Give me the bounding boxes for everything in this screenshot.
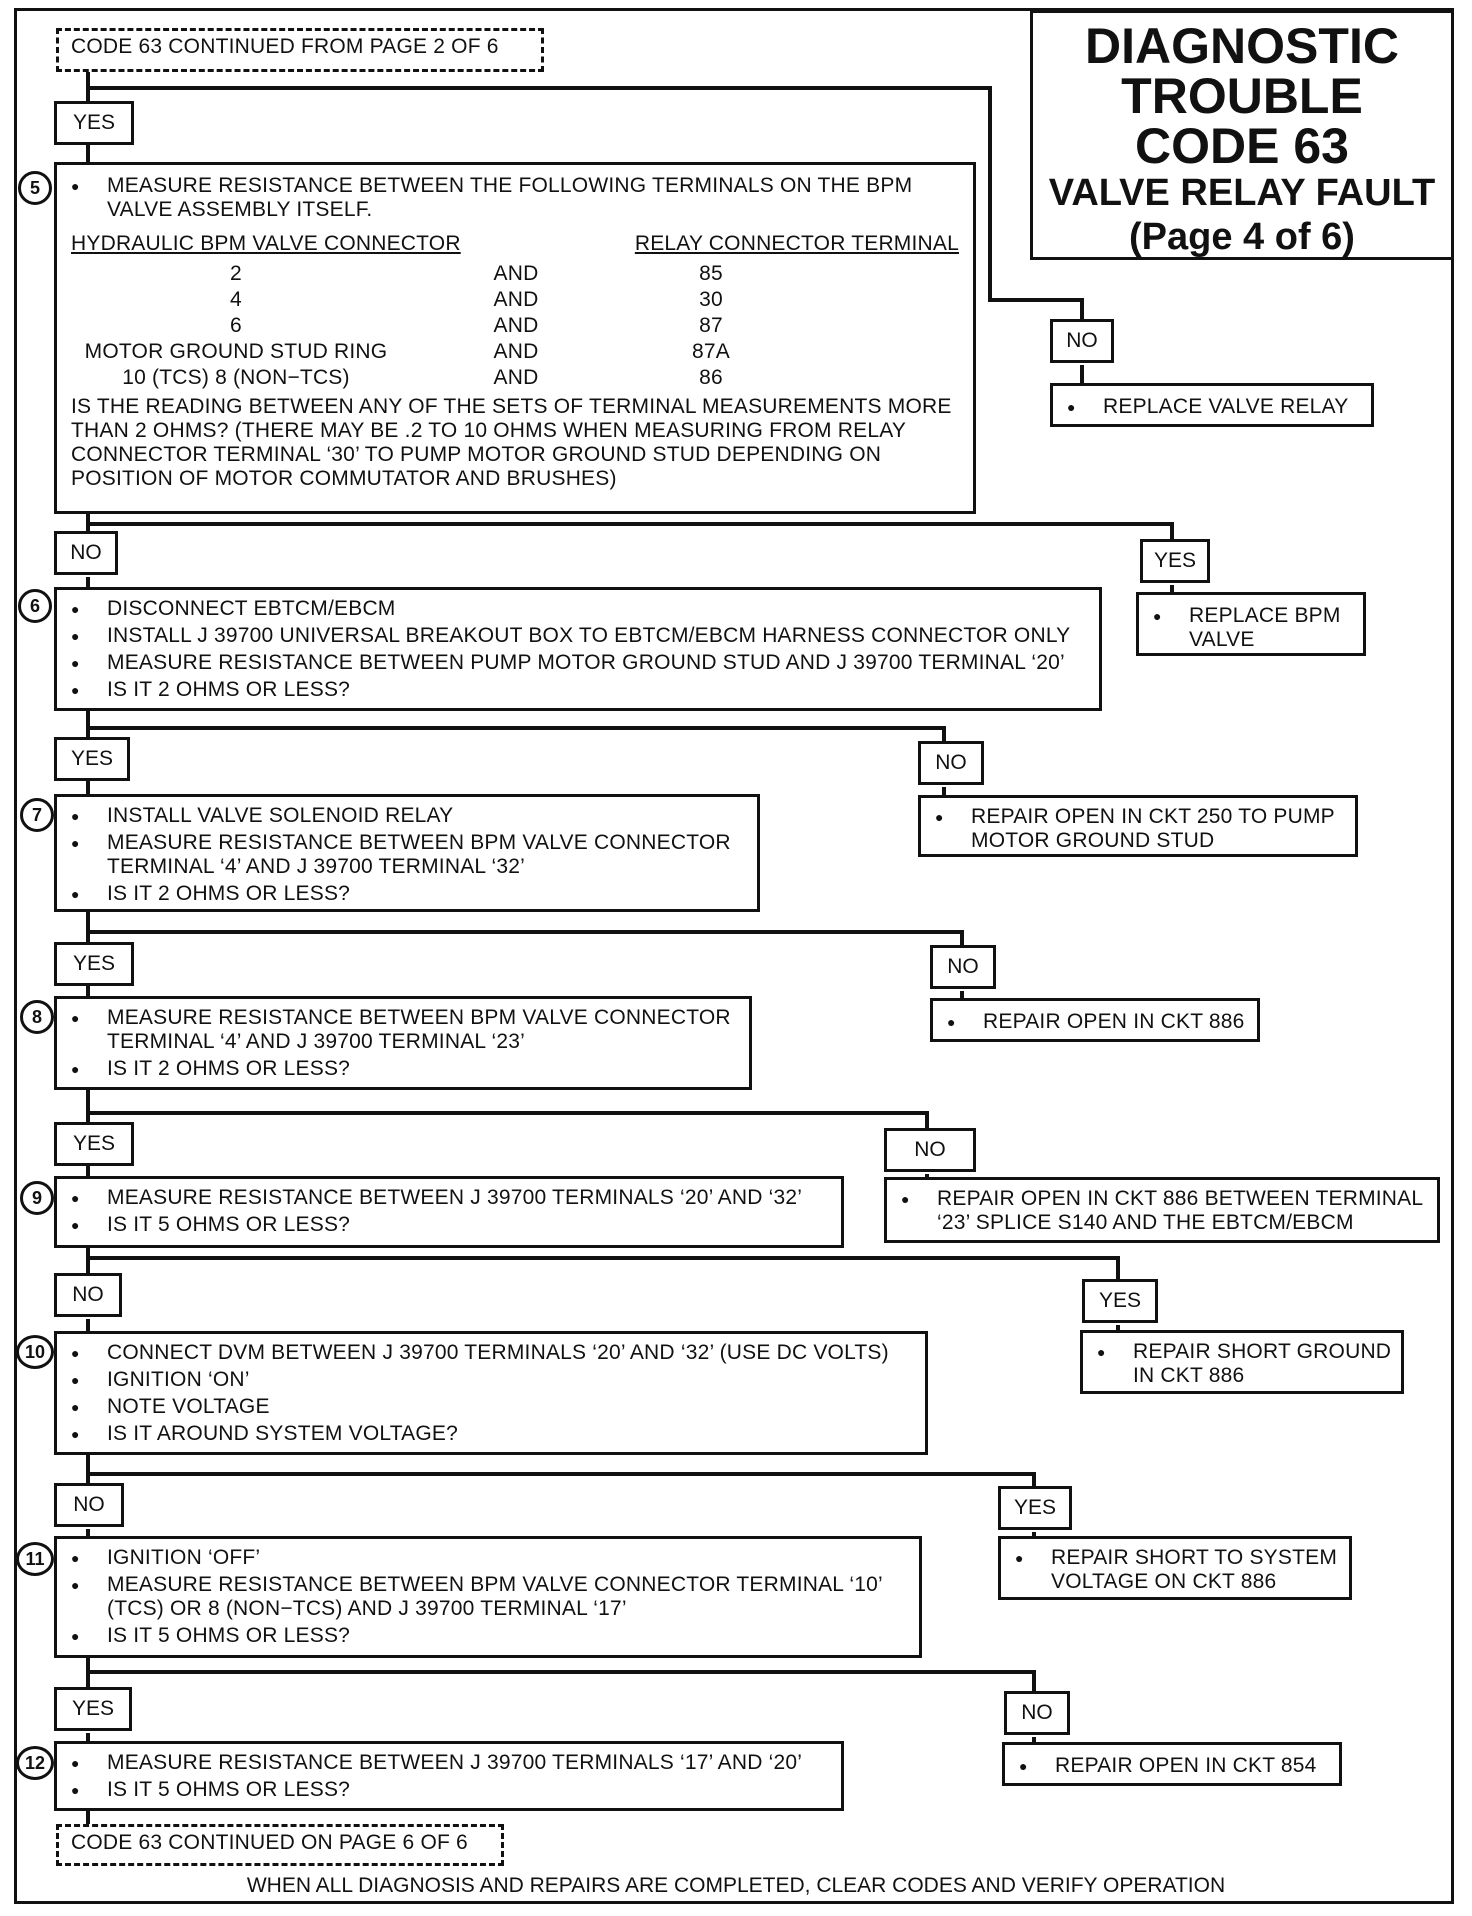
no-label-step5-down: NO [54,531,118,575]
step-5-question: IS THE READING BETWEEN ANY OF THE SETS OF TERMINAL MEASUREMENTS MORE THAN 2 OHMS? (THERE MAY BE .2 TO 10 OHMS WHEN MEASURING FROM RELAY CONNECTOR TERMINAL ‘30’ TO PUMP MOTOR GROUND STUD DEPENDING ON POSITION OF MOTOR COMMUTATOR AND BRUSHES) [71,395,952,490]
result-short-ground: ● REPAIR SHORT GROUND IN CKT 886 [1080,1330,1404,1394]
col-header-relay: RELAY CONNECTOR TERMINAL [634,232,959,255]
step-9-item: ● MEASURE RESISTANCE BETWEEN J 39700 TERMINALS ‘20’ AND ‘32’ [71,1186,833,1210]
step-12-item: ● MEASURE RESISTANCE BETWEEN J 39700 TERMINALS ‘17’ AND ‘20’ [71,1751,833,1775]
step-11-item: ● MEASURE RESISTANCE BETWEEN BPM VALVE CONNECTOR TERMINAL ‘10’ (TCS) OR 8 (NON−TCS) AND J 39700 TERMINAL ‘17’ [71,1573,911,1621]
step-7-item: ● IS IT 2 OHMS OR LESS? [71,882,749,906]
step-11-item: ● IS IT 5 OHMS OR LESS? [71,1624,911,1648]
step-7-item: ● INSTALL VALVE SOLENOID RELAY [71,804,749,828]
step-10-item: ● CONNECT DVM BETWEEN J 39700 TERMINALS ‘20’ AND ‘32’ (USE DC VOLTS) [71,1341,917,1365]
terminal-table [71,231,959,257]
table-row: 4 AND 30 [230,288,723,311]
yes-label-step6: YES [54,737,130,781]
continued-on-text: CODE 63 CONTINUED ON PAGE 6 OF 6 [71,1831,468,1854]
step-8-item: ● MEASURE RESISTANCE BETWEEN BPM VALVE CONNECTOR TERMINAL ‘4’ AND J 39700 TERMINAL ‘23’ [71,1006,741,1054]
title-line-2: TROUBLE [1121,68,1363,124]
no-label-step6: NO [918,741,984,785]
step-number-9: 9 [20,1181,54,1215]
no-label-step10: NO [54,1483,124,1527]
step-7-box [54,794,760,912]
result-replace-relay: ● REPLACE VALVE RELAY [1050,383,1374,427]
title-line-1: DIAGNOSTIC [1085,18,1399,74]
step-6-box [54,587,1102,711]
step-6-item: ● INSTALL J 39700 UNIVERSAL BREAKOUT BOX TO EBTCM/EBCM HARNESS CONNECTOR ONLY [71,624,1091,648]
no-label-step7: NO [930,945,996,989]
step-number-8: 8 [20,1000,54,1034]
terminal-rows [71,261,959,391]
step-10-item: ● IS IT AROUND SYSTEM VOLTAGE? [71,1422,917,1446]
yes-label-step5: YES [1140,539,1210,583]
step-12-box [54,1741,844,1811]
footer-note: WHEN ALL DIAGNOSIS AND REPAIRS ARE COMPLETED, CLEAR CODES AND VERIFY OPERATION [246,1874,1226,1897]
yes-label-step11: YES [54,1687,132,1731]
step-8-box [54,996,752,1090]
step-10-item: ● IGNITION ‘ON’ [71,1368,917,1392]
no-label-step11: NO [1004,1691,1070,1735]
no-label-step9: NO [54,1273,122,1317]
col-header-bpm: HYDRAULIC BPM VALVE CONNECTOR [71,232,461,255]
step-number-5: 5 [18,171,52,205]
title-box [1030,10,1454,260]
result-ckt854: ● REPAIR OPEN IN CKT 854 [1002,1742,1342,1786]
step-8-item: ● IS IT 2 OHMS OR LESS? [71,1057,741,1081]
result-ckt886: ● REPAIR OPEN IN CKT 886 [930,998,1260,1042]
yes-label-start: YES [54,101,134,145]
table-row: 6 AND 87 [230,314,723,337]
step-5-instruction: ● MEASURE RESISTANCE BETWEEN THE FOLLOWING TERMINALS ON THE BPM VALVE ASSEMBLY ITSELF. [71,174,965,222]
step-6-item: ● DISCONNECT EBTCM/EBCM [71,597,1091,621]
step-number-6: 6 [18,589,52,623]
step-6-item: ● IS IT 2 OHMS OR LESS? [71,678,1091,702]
step-5-box [54,162,976,514]
step-11-box [54,1536,922,1658]
result-ckt886-splice: ● REPAIR OPEN IN CKT 886 BETWEEN TERMINAL ‘23’ SPLICE S140 AND THE EBTCM/EBCM [884,1177,1440,1243]
table-row: MOTOR GROUND STUD RING AND 87A [84,340,730,363]
table-row: 10 (TCS) 8 (NON−TCS) AND 86 [122,366,723,389]
yes-label-step8: YES [54,1122,134,1166]
step-10-item: ● NOTE VOLTAGE [71,1395,917,1419]
continued-from-box [56,28,544,72]
yes-label-step9: YES [1082,1279,1158,1323]
step-9-box [54,1176,844,1248]
yes-label-step10: YES [998,1486,1072,1530]
continued-on-box [56,1824,504,1866]
continued-from-text: CODE 63 CONTINUED FROM PAGE 2 OF 6 [71,35,499,58]
title-line-4: VALVE RELAY FAULT [1048,172,1436,214]
step-11-item: ● IGNITION ‘OFF’ [71,1546,911,1570]
title-line-5: (Page 4 of 6) [1129,216,1355,258]
step-number-11: 11 [16,1542,54,1576]
table-row: 2 AND 85 [230,262,723,285]
step-6-item: ● MEASURE RESISTANCE BETWEEN PUMP MOTOR GROUND STUD AND J 39700 TERMINAL ‘20’ [71,651,1091,675]
result-short-system: ● REPAIR SHORT TO SYSTEM VOLTAGE ON CKT 886 [998,1536,1352,1600]
step-12-item: ● IS IT 5 OHMS OR LESS? [71,1778,833,1802]
result-ckt250: ● REPAIR OPEN IN CKT 250 TO PUMP MOTOR GROUND STUD [918,795,1358,857]
step-number-12: 12 [16,1746,54,1780]
no-label-step5: NO [1050,319,1114,363]
step-number-7: 7 [20,798,54,832]
step-10-box [54,1331,928,1455]
step-number-10: 10 [16,1335,54,1369]
result-replace-bpm: ● REPLACE BPM VALVE [1136,592,1366,656]
title-line-3: CODE 63 [1135,118,1349,174]
yes-label-step7: YES [54,942,134,986]
no-label-step8: NO [884,1128,976,1172]
step-7-item: ● MEASURE RESISTANCE BETWEEN BPM VALVE CONNECTOR TERMINAL ‘4’ AND J 39700 TERMINAL ‘32’ [71,831,749,879]
step-9-item: ● IS IT 5 OHMS OR LESS? [71,1213,833,1237]
